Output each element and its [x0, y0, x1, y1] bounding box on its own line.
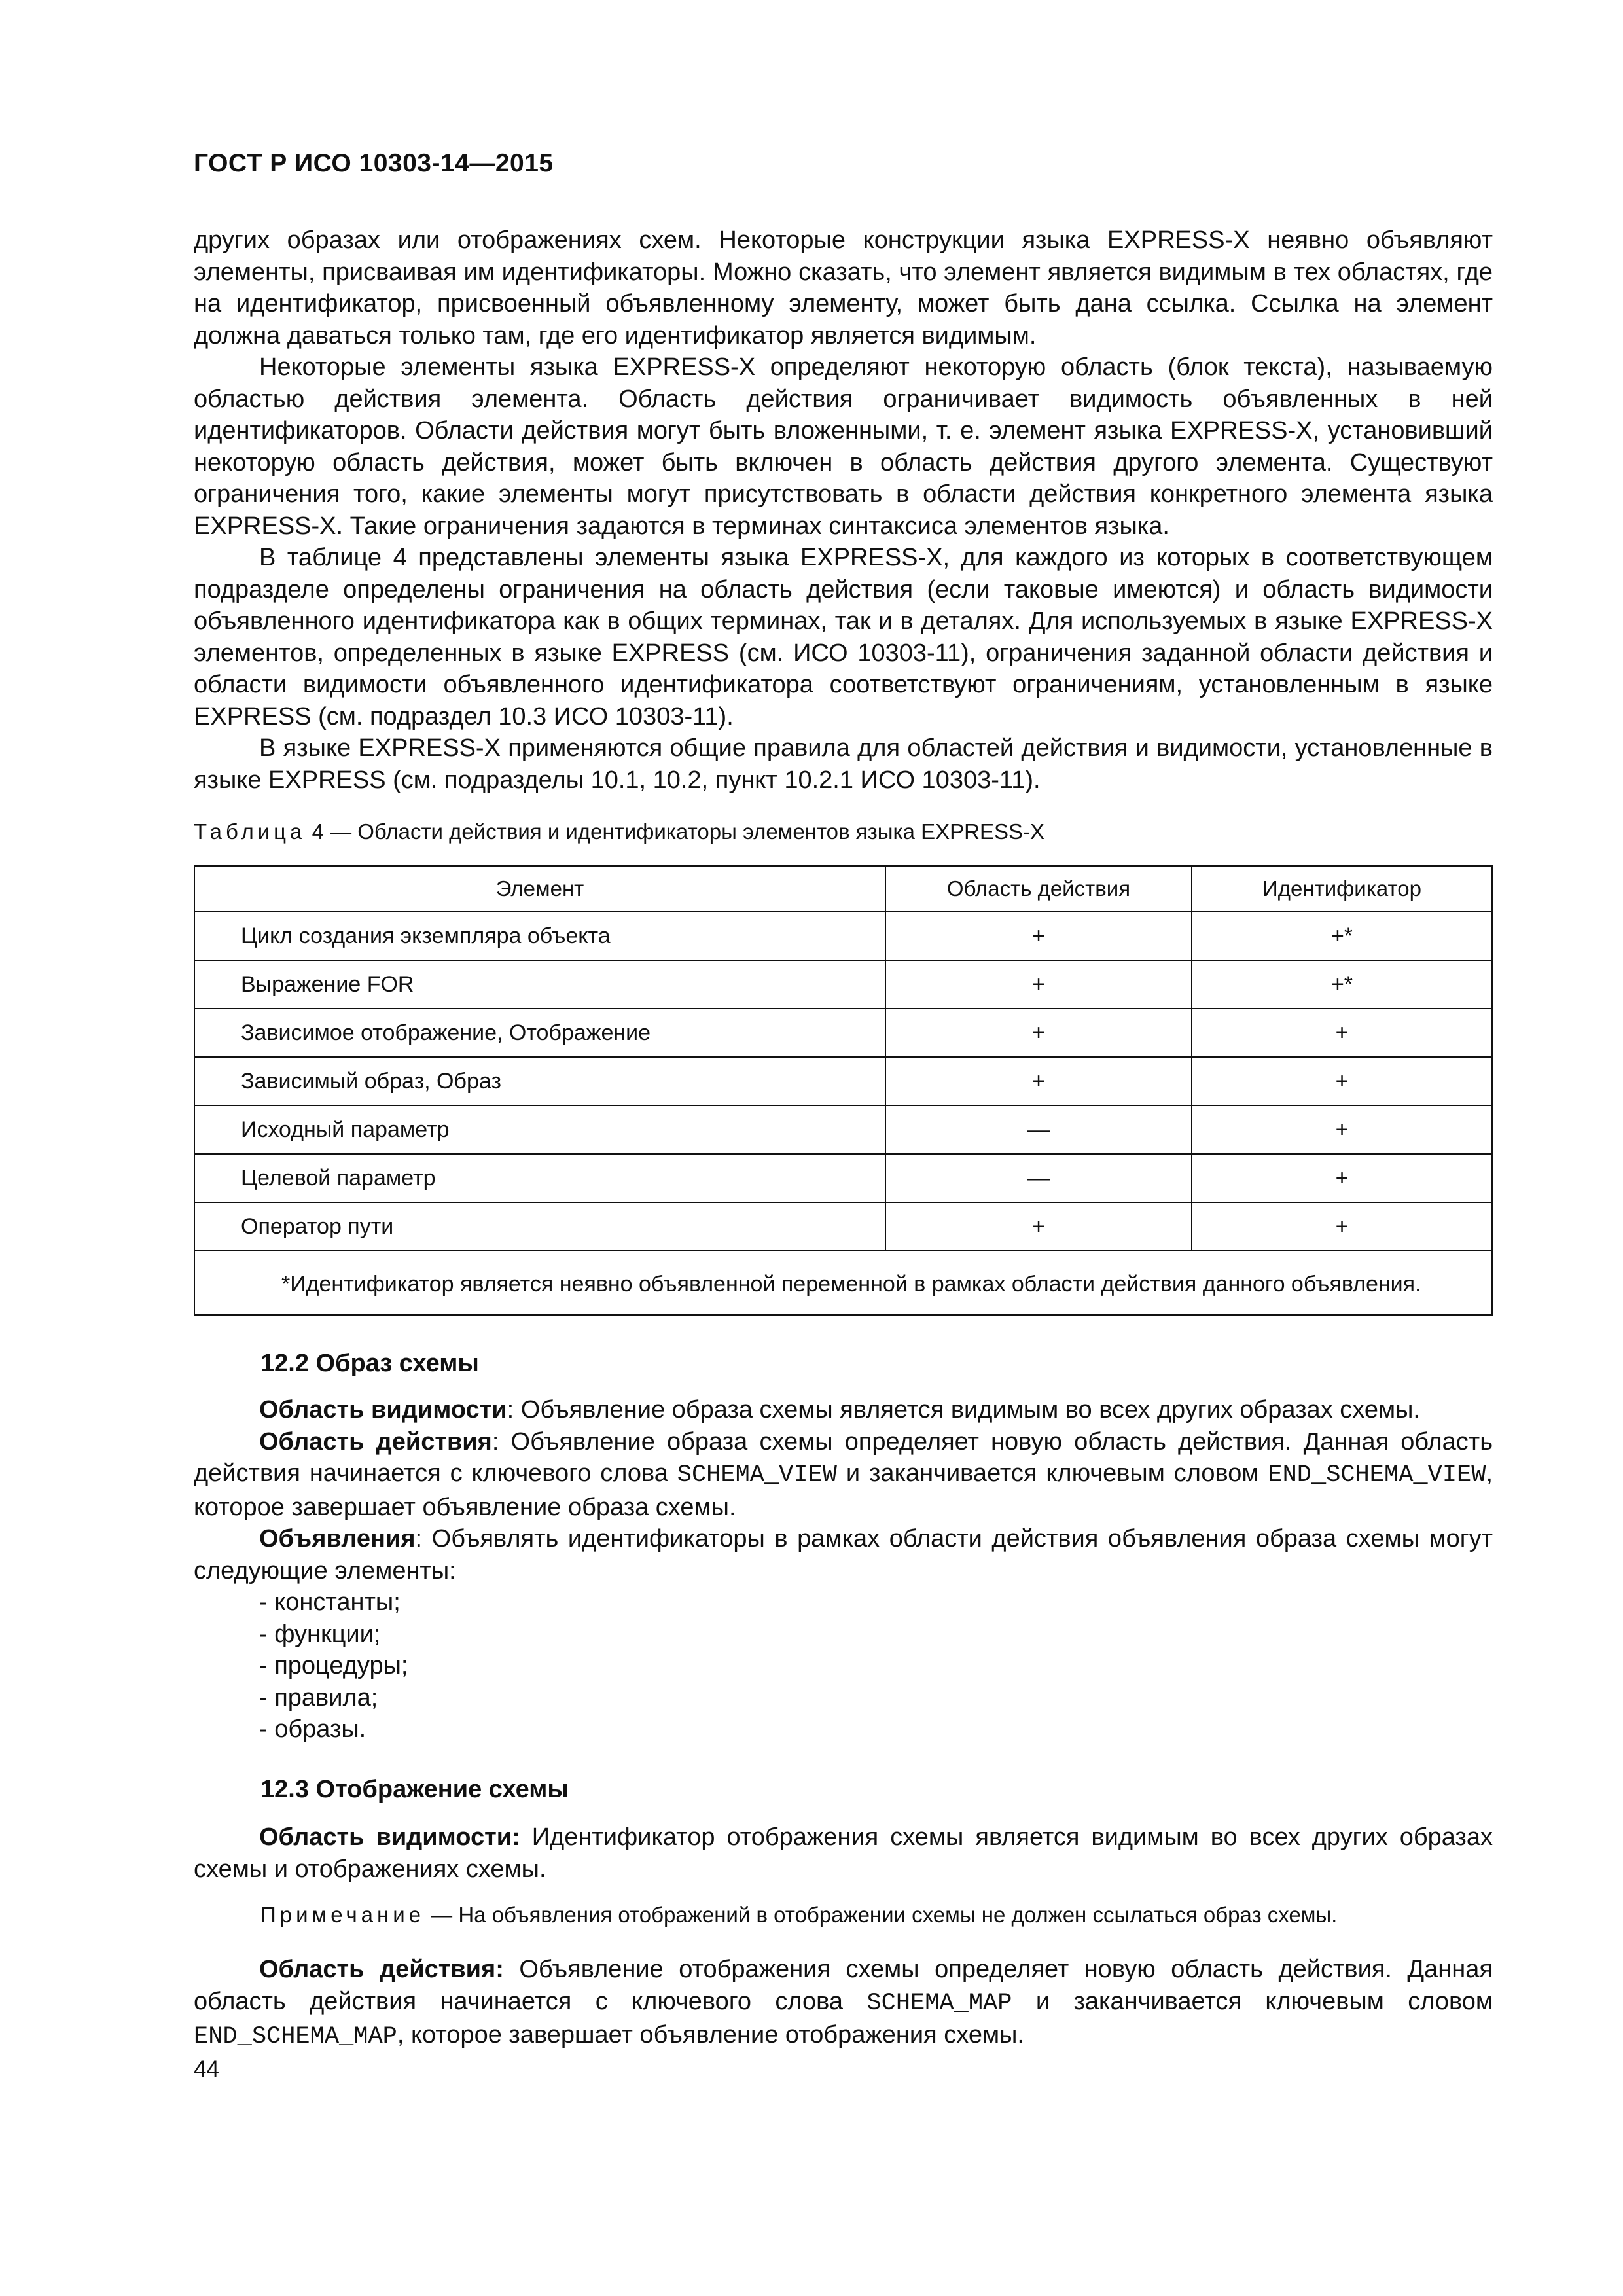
- column-header: Идентификатор: [1192, 866, 1492, 912]
- column-header: Область действия: [885, 866, 1192, 912]
- section-12-3-scope: [194, 1954, 1493, 2053]
- table-cell: +*: [1192, 960, 1492, 1009]
- table-cell: +: [885, 960, 1192, 1009]
- page-number: 44: [194, 2056, 219, 2082]
- paragraph: В таблице 4 представлены элементы языка EXPRESS-X, для каждого из которых в соответствующем подразделе определены ограничения на область действия (если таковые имеются) и область видимости объявленного идентификатора как в общих терминах, так и в деталях. Для используемых в языке EXPRESS-X элементов, определенных в языке EXPRESS (см. ИСО 10303-11), ограничения заданной области действия и области видимости объявленного идентификатора соответствуют ограничениям, установленным в языке EXPRESS (см. подраздел 10.3 ИСО 10303-11).: [194, 544, 1493, 730]
- paragraph: других образах или отображениях схем. Некоторые конструкции языка EXPRESS-X неявно объявляют элементы, присваивая им идентификаторы. Можно сказать, что элемент является видимым в тех областях, где на идентификатор, присвоенный объявленному элементу, может быть дана ссылка. Ссылка на элемент должна даваться только там, где его идентификатор является видимым.: [194, 226, 1493, 350]
- term-label: Объявления: [259, 1525, 416, 1552]
- table-footnote-row: [194, 1251, 1492, 1315]
- table-row: [194, 1154, 1492, 1202]
- page-header: ГОСТ Р ИСО 10303-14—2015: [194, 149, 554, 177]
- table-row: [194, 1009, 1492, 1057]
- footnote-text: *Идентификатор является неявно объявленной переменной в рамках области действия данного объявления.: [281, 1272, 1421, 1297]
- paragraph: [194, 1821, 1493, 1885]
- keyword: END_SCHEMA_VIEW: [1268, 1462, 1486, 1489]
- term-label: Область видимости: [259, 1396, 507, 1424]
- table-cell: Цикл создания экземпляра объекта: [194, 912, 885, 960]
- paragraph: [194, 1426, 1493, 1524]
- list-item: - правила;: [259, 1683, 378, 1712]
- term-label: Область действия: [259, 1427, 492, 1456]
- keyword: SCHEMA_VIEW: [677, 1462, 837, 1489]
- table-cell: +: [885, 1057, 1192, 1105]
- table-row: [194, 1105, 1492, 1154]
- section-12-3-visibility: [194, 1821, 1493, 1885]
- table-row: [194, 1057, 1492, 1105]
- paragraph: Некоторые элементы языка EXPRESS-X определяют некоторую область (блок текста), называемую областью действия элемента. Область действия ограничивает видимость объявленных в ней идентификаторов. Области действия могут быть вложенными, т. е. элемент языка EXPRESS-X, установивший некоторую область действия, может быть включен в область действия другого элемента. Существуют ограничения того, какие элементы могут присутствовать в области действия конкретного элемента языка EXPRESS-X. Такие ограничения задаются в терминах синтаксиса элементов языка.: [194, 353, 1493, 540]
- list-item: - процедуры;: [259, 1652, 408, 1679]
- element-list: [194, 1587, 1493, 1746]
- scope-table: [194, 865, 1493, 1316]
- term-text: : Объявление образа схемы определяет новую область действия. Данная область действия начинается с ключевого слова: [194, 1427, 1493, 1487]
- term-text: , которое завершает объявление отображения схемы.: [397, 2021, 1024, 2049]
- table-row: [194, 960, 1492, 1009]
- table-header-row: [194, 866, 1492, 912]
- term-label: Область видимости:: [259, 1823, 520, 1851]
- note-text: — На объявления отображений в отображении схемы не должен ссылаться образ схемы.: [425, 1903, 1338, 1927]
- table-cell: +: [885, 912, 1192, 960]
- table-caption-text: 4 — Области действия и идентификаторы элементов языка EXPRESS-X: [312, 819, 1045, 844]
- paragraph: [194, 1954, 1493, 2053]
- list-item: - образы.: [259, 1715, 366, 1743]
- table-cell: Исходный параметр: [194, 1105, 885, 1154]
- table-cell: +: [1192, 1057, 1492, 1105]
- list-item: - константы;: [259, 1588, 401, 1616]
- column-header: Элемент: [194, 866, 885, 912]
- table-cell: +: [1192, 1154, 1492, 1202]
- term-text: и заканчивается ключевым словом: [1012, 1987, 1493, 2015]
- paragraph: В языке EXPRESS-X применяются общие правила для областей действия и видимости, установленные в языке EXPRESS (см. подразделы 10.1, 10.2, пункт 10.2.1 ИСО 10303-11).: [194, 734, 1493, 794]
- list-item: - функции;: [259, 1620, 381, 1648]
- table-cell: +: [1192, 1009, 1492, 1057]
- table-cell: Оператор пути: [194, 1202, 885, 1251]
- table-cell: —: [885, 1154, 1192, 1202]
- term-text: Объявление отображения схемы определяет новую область действия. Данная область действия начинается с ключевого слова: [194, 1956, 1493, 2015]
- keyword: END_SCHEMA_MAP: [194, 2023, 397, 2051]
- table-cell: +: [885, 1202, 1192, 1251]
- note-label: Примечание: [260, 1903, 425, 1927]
- term-text: : Объявление образа схемы является видимым во всех других образах схемы.: [507, 1396, 1420, 1424]
- intro-text: [194, 224, 1493, 796]
- table-cell: +*: [1192, 912, 1492, 960]
- section-heading-12-2: 12.2 Образ схемы: [260, 1350, 479, 1377]
- table-cell: Выражение FOR: [194, 960, 885, 1009]
- table-cell: Целевой параметр: [194, 1154, 885, 1202]
- table-cell: Зависимый образ, Образ: [194, 1057, 885, 1105]
- table-row: [194, 1202, 1492, 1251]
- section-heading-12-3: 12.3 Отображение схемы: [260, 1776, 569, 1803]
- table-footnote: [194, 1251, 1492, 1315]
- paragraph: [194, 1523, 1493, 1587]
- term-label: Область действия:: [259, 1956, 504, 1983]
- table-caption-label: Таблица: [194, 819, 306, 844]
- term-text: , которое завершает объявление образа схемы.: [194, 1460, 1493, 1521]
- table-cell: —: [885, 1105, 1192, 1154]
- paragraph: [194, 1394, 1493, 1426]
- term-text: и заканчивается ключевым словом: [837, 1460, 1268, 1487]
- keyword: SCHEMA_MAP: [866, 1989, 1012, 2017]
- section-12-2-text: [194, 1394, 1493, 1746]
- table-cell: +: [1192, 1202, 1492, 1251]
- table-cell: +: [885, 1009, 1192, 1057]
- term-text: Идентификатор отображения схемы является видимым во всех других образах схемы и отображениях схемы.: [194, 1823, 1493, 1883]
- table-row: [194, 912, 1492, 960]
- table-caption: [194, 819, 1044, 844]
- table-cell: +: [1192, 1105, 1492, 1154]
- note: [260, 1903, 1337, 1928]
- term-text: : Объявлять идентификаторы в рамках области действия объявления образа схемы могут следующие элементы:: [194, 1525, 1493, 1585]
- table-cell: Зависимое отображение, Отображение: [194, 1009, 885, 1057]
